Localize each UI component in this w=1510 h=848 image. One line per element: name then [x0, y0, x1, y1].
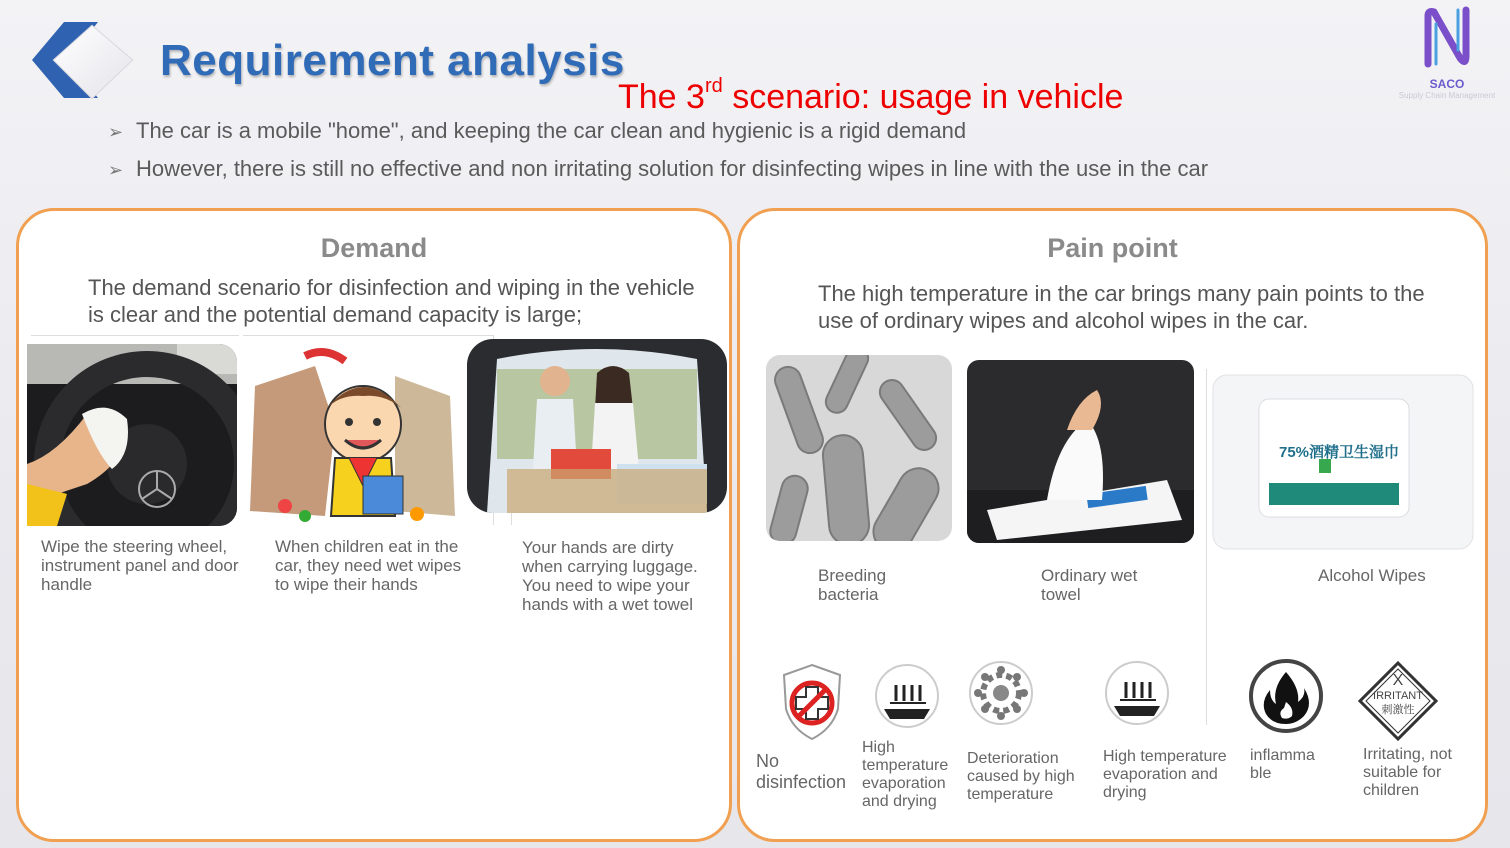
ordinary-wet-towel-photo — [967, 360, 1194, 543]
irritant-cn-label: 刺激性 — [1381, 704, 1415, 716]
bullet-2: ➢ However, there is still no effective and non irritating solution for disinfecting wipes in line with the use in the car — [108, 156, 1209, 181]
bacteria-photo — [766, 355, 952, 541]
scenario-subtitle: The 3rd scenario: usage in vehicle — [618, 74, 1124, 116]
demand-panel — [16, 208, 732, 842]
bullet-1: ➢ The car is a mobile "home", and keeping the car clean and hygienic is a rigid demand — [108, 118, 967, 143]
logo-diamond-icon — [28, 18, 136, 102]
pain-caption-3: Alcohol Wipes — [1318, 566, 1426, 585]
pack-label-text: 75%酒精卫生湿巾 — [1279, 444, 1400, 461]
no-disinfection-icon — [780, 663, 844, 741]
icon-caption-3: Deterioration caused by high temperature — [967, 750, 1075, 803]
pain-point-heading: Pain point — [1047, 233, 1178, 263]
arrow-bullet-icon: ➢ — [108, 160, 124, 180]
icon-caption-1: No disinfection — [756, 751, 847, 792]
saco-mark-icon — [1422, 6, 1472, 70]
saco-tagline: Supply Chain Management — [1398, 91, 1496, 100]
pain-caption-1: Breeding bacteria — [818, 566, 887, 604]
demand-caption-3: Your hands are dirty when carrying luggage. You need to wipe your hands with a wet towel — [522, 538, 698, 614]
irritant-x-label: X — [1392, 672, 1404, 689]
page-title: Requirement analysis — [160, 36, 625, 85]
saco-logo — [1395, 6, 1499, 102]
pain-caption-2: Ordinary wet towel — [1041, 566, 1138, 604]
luggage-couple-photo — [467, 339, 727, 513]
demand-description: The demand scenario for disinfection and wiping in the vehicle is clear and the potential demand capacity is large; — [88, 275, 695, 327]
pain-point-panel — [737, 208, 1488, 842]
deterioration-icon — [968, 660, 1034, 726]
arrow-bullet-icon: ➢ — [108, 122, 124, 142]
icon-caption-4: High temperature evaporation and drying — [1103, 748, 1227, 801]
heat-evaporation-icon — [1104, 660, 1170, 726]
pain-point-description: The high temperature in the car brings many pain points to the use of ordinary wipes and alcohol wipes in the car. — [818, 281, 1425, 333]
saco-name: SACO — [1429, 77, 1465, 91]
demand-heading: Demand — [320, 233, 428, 263]
icon-caption-5: inflamma ble — [1250, 747, 1315, 782]
flame-icon — [1248, 658, 1324, 734]
alcohol-wipes-pack — [1209, 367, 1477, 553]
icon-caption-6: Irritating, not suitable for children — [1363, 746, 1452, 799]
steering-wheel-photo — [27, 344, 237, 526]
child-eating-cartoon — [245, 346, 461, 526]
icon-caption-2: High temperature evaporation and drying — [862, 739, 949, 810]
heat-evaporation-icon — [874, 663, 940, 729]
irritant-icon — [1358, 661, 1438, 741]
demand-caption-2: When children eat in the car, they need wet wipes to wipe their hands — [275, 537, 462, 594]
irritant-en-label: IRRITANT — [1373, 690, 1423, 702]
demand-caption-1: Wipe the steering wheel, instrument panel and door handle — [41, 537, 239, 594]
